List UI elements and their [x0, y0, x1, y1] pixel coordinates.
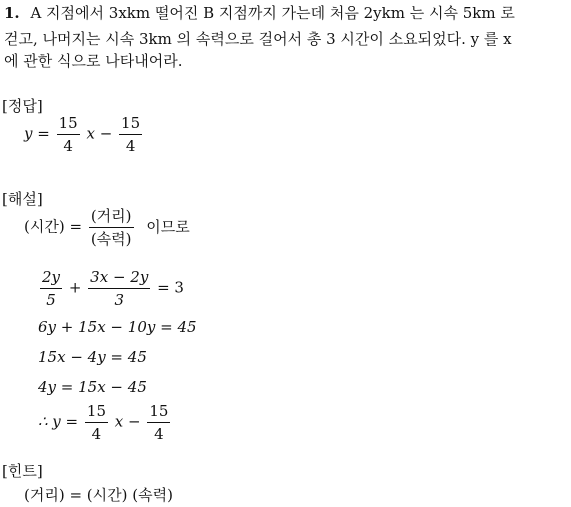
step5-f2-num: 15: [147, 402, 170, 423]
hint-text: (거리) = (시간) (속력): [24, 486, 173, 504]
answer-fraction-2: [119, 114, 142, 155]
step5-lhs: ∴ y =: [38, 412, 79, 431]
answer-frac2-den: 4: [125, 137, 136, 155]
formula-num: (거리): [89, 207, 134, 228]
problem-number: 1.: [4, 4, 20, 22]
step1-f2-num: 3x − 2y: [88, 268, 150, 289]
problem-line-3: [4, 50, 182, 72]
answer-fraction-1: [57, 114, 80, 155]
problem-line-1: [4, 2, 515, 24]
problem-text-2: 걷고, 나머지는 시속 3km 의 속력으로 걸어서 총 3 시간이 소요되었다. y 를 x: [4, 30, 512, 48]
answer-header: [정답]: [2, 97, 43, 115]
answer-frac1-num: 15: [57, 114, 80, 135]
step5-fraction-1: [85, 402, 108, 443]
formula-fraction: [89, 207, 134, 248]
step1-fraction-2: [88, 268, 150, 309]
problem-text-1: A 지점에서 3xkm 떨어진 B 지점까지 가는데 처음 2ykm 는 시속 5km 로: [30, 4, 515, 22]
answer-equation: [24, 114, 144, 155]
answer-mid: x −: [86, 124, 113, 143]
step1-f2-den: 3: [114, 291, 124, 309]
solution-formula: [24, 207, 190, 248]
solution-step-1: [38, 268, 184, 309]
answer-frac1-den: 4: [63, 137, 73, 155]
step1-f1-num: 2y: [40, 268, 62, 289]
solution-header: [해설]: [2, 190, 43, 208]
solution-step-3: 15x − 4y = 45: [38, 348, 147, 366]
formula-suffix: 이므로: [146, 217, 190, 236]
solution-step-2: 6y + 15x − 10y = 45: [38, 318, 197, 336]
formula-lhs: (시간) =: [24, 217, 83, 236]
problem-text-3: 에 관한 식으로 나타내어라.: [4, 52, 183, 70]
step5-f1-num: 15: [85, 402, 108, 423]
step1-f1-den: 5: [46, 291, 56, 309]
step5-mid: x −: [114, 412, 141, 431]
step1-fraction-1: [40, 268, 62, 309]
solution-step-4: 4y = 15x − 45: [38, 378, 147, 396]
step1-plus: +: [68, 278, 82, 297]
step5-fraction-2: [147, 402, 170, 443]
problem-line-2: [4, 28, 512, 50]
step5-f2-den: 4: [154, 425, 164, 443]
answer-frac2-num: 15: [119, 114, 142, 135]
answer-lhs: y =: [24, 124, 50, 143]
solution-step-5: [38, 402, 172, 443]
step5-f1-den: 4: [91, 425, 102, 443]
hint-header: [힌트]: [2, 462, 43, 480]
step1-rhs: = 3: [157, 278, 184, 297]
formula-den: (속력): [90, 230, 132, 248]
